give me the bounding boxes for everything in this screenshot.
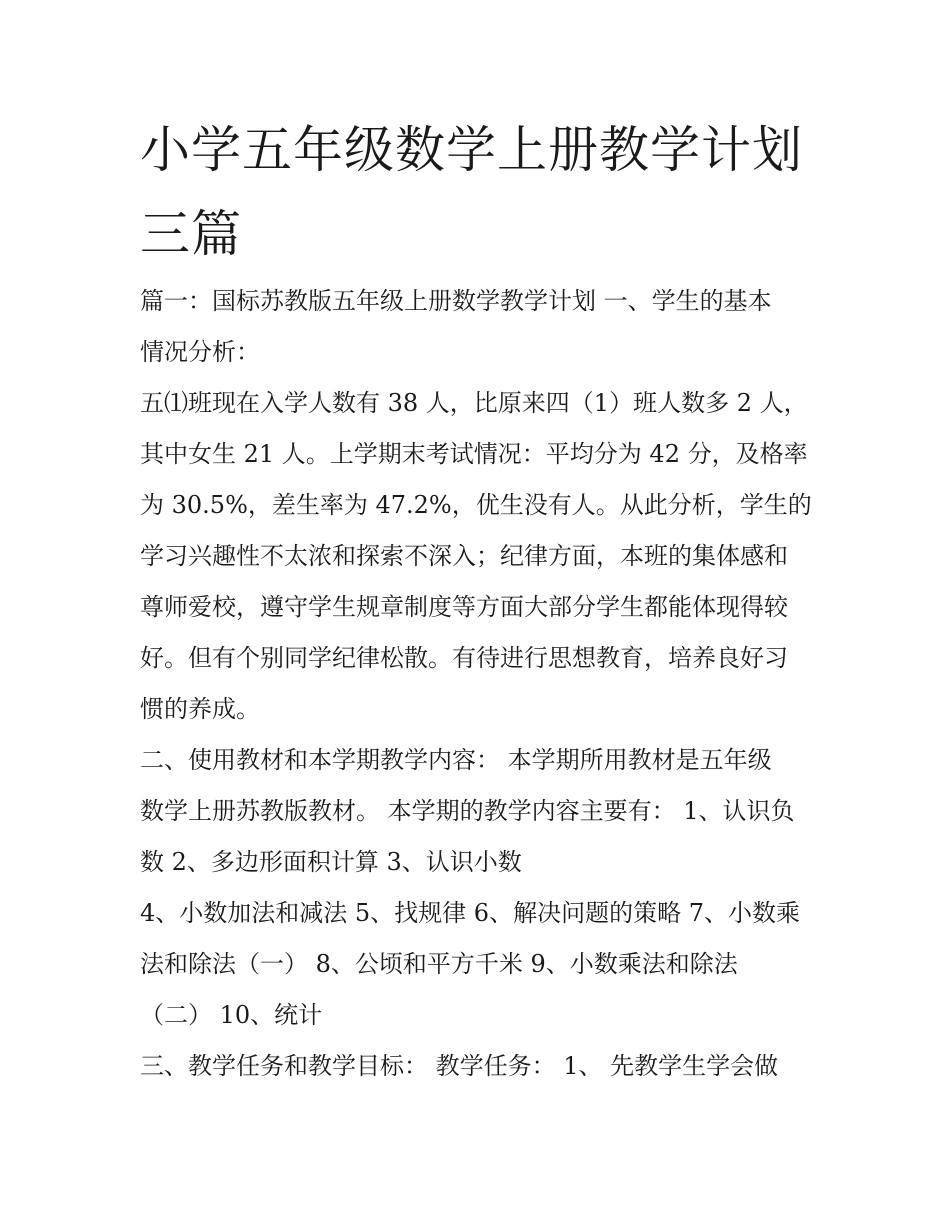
document-title <box>140 108 820 276</box>
text-line: 为 30.5%，差生率为 47.2%，优生没有人。从此分析，学生的 <box>140 491 812 519</box>
text-line: 数 2、多边形面积计算 3、认识小数 <box>140 848 522 876</box>
text-line: 好。但有个别同学纪律松散。有待进行思想教育，培养良好习 <box>140 644 788 672</box>
text-line: 三、教学任务和教学目标： 教学任务： 1、 先教学生学会做 <box>140 1052 779 1080</box>
text-line: 五⑴班现在入学人数有 38 人，比原来四（1）班人数多 2 人， <box>140 389 808 417</box>
text-line: 惯的养成。 <box>140 695 260 723</box>
text-line: 尊师爱校，遵守学生规章制度等方面大部分学生都能体现得较 <box>140 593 788 621</box>
text-line: 4、小数加法和减法 5、找规律 6、解决问题的策略 7、小数乘 <box>140 899 800 927</box>
text-line: 篇一：国标苏教版五年级上册数学教学计划 一、学生的基本 <box>140 287 772 315</box>
title-line: 小学五年级数学上册教学计划 <box>140 121 803 179</box>
text-line: 二、使用教材和本学期教学内容： 本学期所用教材是五年级 <box>140 746 772 774</box>
text-line: 法和除法（一） 8、公顷和平方千米 9、小数乘法和除法 <box>140 950 738 978</box>
text-line: 数学上册苏教版教材。 本学期的教学内容主要有： 1、认识负 <box>140 797 795 825</box>
text-line: 情况分析： <box>140 338 260 366</box>
text-line: 学习兴趣性不太浓和探索不深入；纪律方面，本班的集体感和 <box>140 542 788 570</box>
text-line: （二） 10、统计 <box>140 1001 323 1029</box>
document-body <box>140 276 820 1092</box>
text-line: 其中女生 21 人。上学期末考试情况：平均分为 42 分，及格率 <box>140 440 808 468</box>
title-line: 三篇 <box>140 205 242 263</box>
